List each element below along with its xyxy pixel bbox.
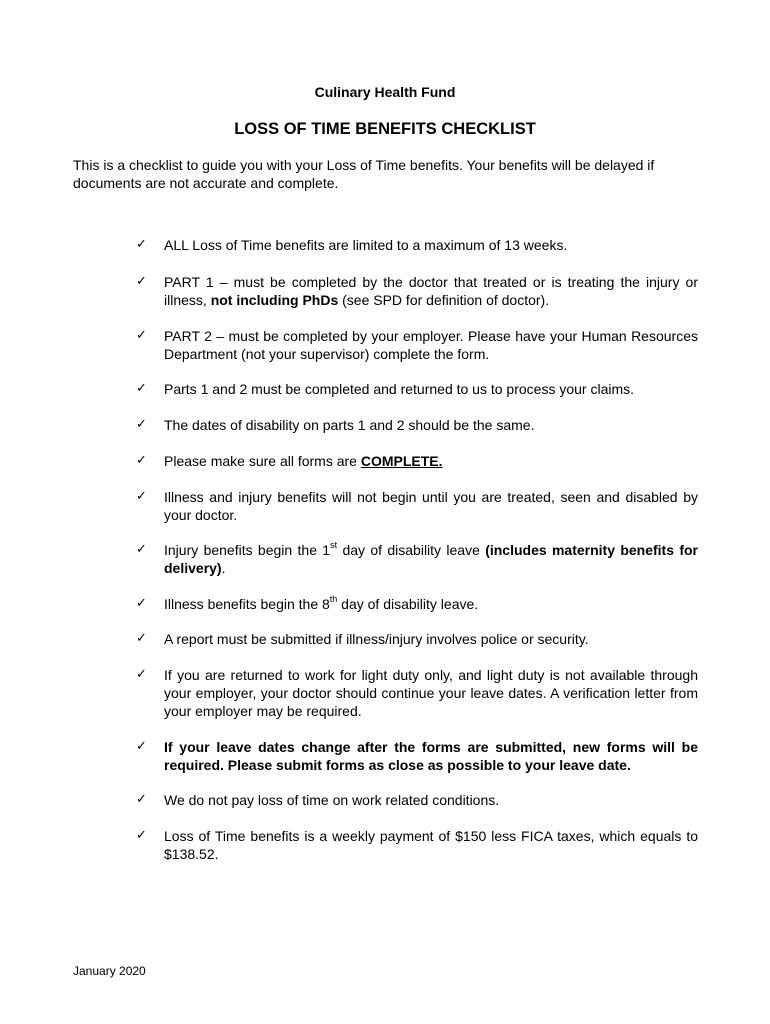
intro-paragraph: This is a checklist to guide you with your Loss of Time benefits. Your benefits will be delayed if documents are not accurate and complete.	[73, 157, 655, 191]
checkmark-icon: ✓	[136, 328, 147, 343]
checklist-item-text: If your leave dates change after the forms are submitted, new forms will be required. Please submit forms as close as possible to your leave date.	[164, 739, 698, 773]
checklist-item-text: PART 1 – must be completed by the doctor that treated or is treating the injury or illness, not including PhDs (see SPD for definition of doctor).	[164, 274, 698, 308]
checklist-item-text: ALL Loss of Time benefits are limited to a maximum of 13 weeks.	[164, 237, 568, 253]
checkmark-icon: ✓	[136, 417, 147, 432]
checkmark-icon: ✓	[136, 596, 147, 611]
checklist-item-text: Loss of Time benefits is a weekly payment of $150 less FICA taxes, which equals to $138.52.	[164, 828, 698, 862]
checkmark-icon: ✓	[136, 381, 147, 396]
checkmark-icon: ✓	[136, 631, 147, 646]
checkmark-icon: ✓	[136, 828, 147, 843]
checkmark-icon: ✓	[136, 739, 147, 754]
checklist-item-text: PART 2 – must be completed by your employer. Please have your Human Resources Department (not your supervisor) complete the form.	[164, 328, 698, 362]
checkmark-icon: ✓	[136, 792, 147, 807]
checklist-item-text: If you are returned to work for light duty only, and light duty is not available through your employer, your doctor should continue your leave dates. A verification letter from your employer may be required.	[164, 667, 698, 719]
checklist-item-text: Parts 1 and 2 must be completed and returned to us to process your claims.	[164, 381, 635, 397]
checkmark-icon: ✓	[136, 489, 147, 504]
checkmark-icon: ✓	[136, 453, 147, 468]
footer-date: January 2020	[73, 964, 146, 978]
checklist-item-text: The dates of disability on parts 1 and 2 should be the same.	[164, 417, 535, 433]
checkmark-icon: ✓	[136, 274, 147, 289]
checkmark-icon: ✓	[136, 667, 147, 682]
checklist-item-text: Please make sure all forms are COMPLETE.	[164, 453, 443, 469]
document-title: LOSS OF TIME BENEFITS CHECKLIST	[234, 120, 536, 138]
checkmark-icon: ✓	[136, 542, 147, 557]
checklist-item-text: A report must be submitted if illness/injury involves police or security.	[164, 631, 589, 647]
organization-name: Culinary Health Fund	[314, 84, 456, 100]
checklist-item-text: We do not pay loss of time on work related conditions.	[164, 792, 500, 808]
checklist-item-text: Injury benefits begin the 1st day of disability leave (includes maternity benefits for delivery).	[164, 540, 698, 576]
checklist-item-text: Illness and injury benefits will not begin until you are treated, seen and disabled by your doctor.	[164, 489, 698, 523]
checklist-item-text: Illness benefits begin the 8th day of disability leave.	[164, 594, 479, 612]
checkmark-icon: ✓	[136, 237, 147, 252]
